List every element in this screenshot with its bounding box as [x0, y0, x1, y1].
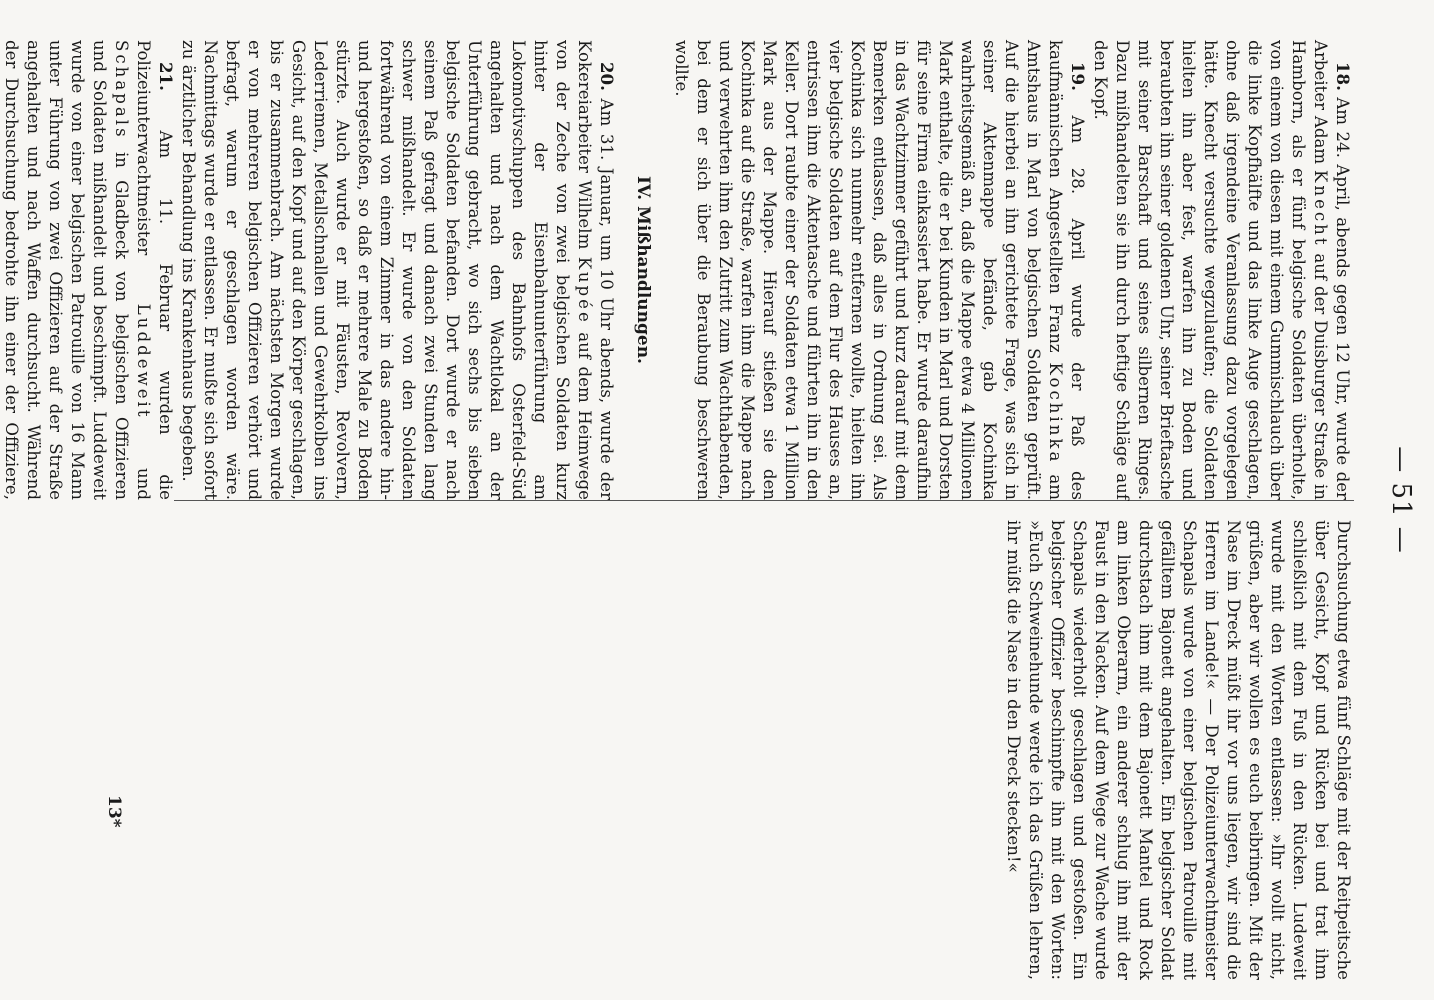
paragraph-text: Am 11. Februar wurden die Polizeiunterwachtmeister	[134, 40, 175, 500]
paragraph	[1002, 520, 1354, 980]
paragraph-text: Am 24. April, abends gegen 12 Uhr, wurde der Arbeiter Adam	[1311, 40, 1352, 500]
page-number: — 51 —	[1386, 446, 1416, 554]
paragraph-number: 18.	[1333, 62, 1353, 91]
left-column	[2, 40, 1354, 501]
paragraph-text: Kochinka	[1046, 362, 1065, 465]
paragraph-number: 21.	[156, 62, 176, 91]
paragraph-text: am Amtshaus in Marl von belgischen Soldaten geprüft. Auf die hierbei an ihn gerichtete Frage, was sich in seiner Aktenmappe befände, gab Kochinka wahrheitsgemäß an, daß die Mappe etwa 4 Millionen Mark enthalte, die er bei Kunden in Marl und Dorsten für seine Firma einkassiert habe. Er wurde daraufhin in das Wachtzimmer geführt und kurz darauf mit dem Bemerken entlassen, daß alles in Ordnung sei. Als Kochinka sich nunmehr entfernen wollte, hielten ihn vier belgische Soldaten auf dem Flur des Hauses an, entrissen ihm die Aktentasche und führten ihn in den Keller. Dort raubte einer der Soldaten etwa 1 Million Mark aus der Mappe. Hierauf stießen sie den Kochinka auf die Straße, warfen ihm die Mappe nach und verwehrten ihm den Zutritt zum Wachthabenden, bei dem er sich über die Beraubung beschweren wollte.	[672, 40, 1065, 500]
paragraph-text: Schapals	[112, 40, 131, 140]
paragraph-text: Kupée	[575, 256, 594, 325]
paragraph-text: auf der Duisburger Straße in Hamborn, als er fünf belgische Soldaten überholte, von einem von diesen mit einem Gummischlauch über die linke Kopfhälfte und das linke Auge geschlagen, ohne daß irgendeine Veranlassung dazu vorgelegen hätte. Knecht versuchte wegzulaufen; die Soldaten hielten ihn aber fest, warfen ihn zu Boden und beraubten ihn seiner goldenen Uhr, seiner Brieftasche mit seiner Barschaft und seines silbernen Ringes. Dazu mißhandelten sie ihn durch heftige Schläge auf den Kopf.	[1091, 40, 1330, 500]
paragraph-number: 20.	[597, 62, 617, 91]
paragraph-text: Am 28. April wurde der Paß des kaufmännischen Angestellten Franz	[1046, 40, 1087, 501]
column-divider	[174, 500, 1354, 501]
paragraph-text: auf dem Heimwege von der Zeche von zwei belgischen Soldaten kurz hinter der Eisenbahnunterführung am Lokomotivschuppen des Bahnhofs Osterfeld-Süd angehalten und nach dem Wachtlokal an der Unterführung gebracht, wo sich sechs bis sieben belgische Soldaten befanden. Dort wurde er nach seinem Paß gefragt und danach zwei Stunden lang schwer mißhandelt. Er wurde von den Soldaten fortwährend von einem Zimmer in das andere hin- und hergestoßen, so daß er mehrere Male zu Boden stürzte. Auch wurde er mit Fäusten, Revolvern, Lederriemen, Metallschnallen und Gewehrkolben ins Gesicht, auf den Kopf und auf den Körper geschlagen, bis er zusammenbrach. Am nächsten Morgen wurde er von mehreren belgischen Offizieren verhört und befragt, warum er geschlagen worden wäre. Nachmittags wurde er entlassen. Er mußte sich sofort zu ärztlicher Behandlung ins Krankenhaus begeben.	[179, 40, 594, 500]
paragraph-text: Am 31. Januar, um 10 Uhr abends, wurde der Kokereiarbeiter Wilhelm	[575, 40, 616, 500]
right-column	[174, 520, 1354, 980]
section-heading: IV. Mißhandlungen.	[633, 176, 653, 364]
paragraph-text: und	[134, 468, 153, 500]
paragraph	[670, 40, 1089, 500]
paragraph	[1089, 40, 1354, 500]
paragraph-text: Durchsuchung etwa fünf Schläge mit der Reitpeitsche über Gesicht, Kopf und Rücken bei und trat ihm schließlich mit dem Fuß in den Rücken. Ludeweit wurde mit den Worten entlassen: »Ihr wollt nicht, grüßen, aber wir wollen es euch beibringen. Mit der Nase im Dreck müßt ihr vor uns liegen, wir sind die Herren im Lande!« — Der Polizeiunterwachtmeister Schapals wurde von einer belgischen Patrouille mit gefälltem Bajonett angehalten. Ein belgischer Soldat durchstach ihm mit dem Bajonett Mantel und Rock am linken Oberarm, ein anderer schlug ihn mit der Faust in den Nacken. Auf dem Wege zur Wache wurde Schapals wiederholt geschlagen und gestoßen. Ein belgischer Offizier beschimpfte ihn mit den Worten: »Euch Schweinehunde werde ich das Grüßen lehren, ihr müßt die Nase in den Dreck stecken!«	[1004, 520, 1353, 980]
paragraph	[177, 40, 618, 500]
paragraph-text: in Gladbeck von belgischen Offizieren und Soldaten mißhandelt und beschimpft. Luddeweit wurde von einer belgischen Patrouille von 16 Mann unter Führung von zwei Offizieren auf der Straße angehalten und nach Waffen durchsucht. Während der Durchsuchung bedrohte ihn einer der Offiziere,	[2, 40, 131, 500]
signature-mark: 13*	[104, 795, 124, 828]
paragraph-number: 19.	[1068, 62, 1088, 91]
paragraph-text: Luddeweit	[134, 303, 153, 420]
paragraph	[0, 40, 177, 500]
paragraph-text: Knecht	[1311, 169, 1330, 248]
